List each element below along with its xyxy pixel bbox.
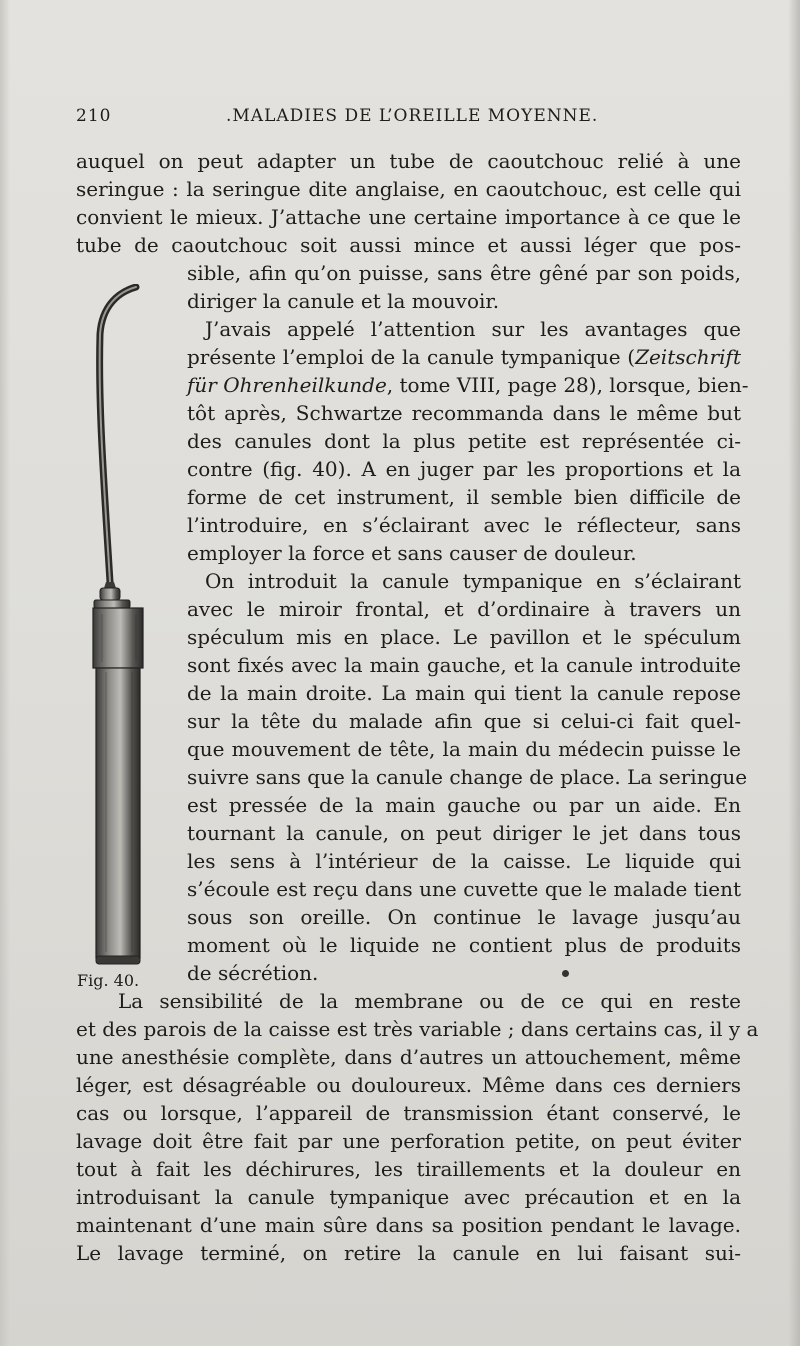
text-line: forme de cet instrument, il semble bien difficile de: [187, 485, 741, 509]
text-line: léger, est désagréable ou douloureux. Même dans ces derniers: [76, 1073, 741, 1097]
text-line-with-citation: [187, 372, 749, 400]
text-line: seringue : la seringue dite anglaise, en caoutchouc, est celle qui: [76, 177, 741, 201]
text-line-with-citation: [187, 344, 741, 372]
text-line: moment où le liquide ne contient plus de produits: [187, 933, 741, 957]
text-line: sous son oreille. On continue le lavage jusqu’au: [187, 905, 741, 929]
text-line: cas ou lorsque, l’appareil de transmission étant conservé, le: [76, 1101, 741, 1125]
text-line: et des parois de la caisse est très variable ; dans certains cas, il y a: [76, 1017, 759, 1041]
text-line: suivre sans que la canule change de place. La seringue: [187, 765, 748, 789]
tympanic-cannula-illustration: [88, 284, 148, 974]
journal-title-continued: für Ohrenheilkunde: [187, 373, 387, 397]
text-line: convient le mieux. J’attache une certaine importance à ce que le: [76, 205, 741, 229]
text-line: tout à fait les déchirures, les tiraillements et la douleur en: [76, 1157, 741, 1181]
text-line: tube de caoutchouc soit aussi mince et aussi léger que pos-: [76, 233, 741, 257]
text-line: tournant la canule, on peut diriger le jet dans tous: [187, 821, 741, 845]
text-span: , tome VIII, page 28), lorsque, bien-: [386, 373, 749, 397]
text-line: l’introduire, en s’éclairant avec le réflecteur, sans: [187, 513, 741, 537]
text-line: Le lavage terminé, on retire la canule en lui faisant sui-: [76, 1241, 741, 1265]
text-line: maintenant d’une main sûre dans sa position pendant le lavage.: [76, 1213, 741, 1237]
text-line: J’avais appelé l’attention sur les avantages que: [205, 317, 741, 341]
text-line: diriger la canule et la mouvoir.: [187, 289, 500, 313]
text-line: lavage doit être fait par une perforation petite, on peut éviter: [76, 1129, 741, 1153]
text-line: tôt après, Schwartze recommanda dans le même but: [187, 401, 741, 425]
text-line: de la main droite. La main qui tient la canule repose: [187, 681, 741, 705]
text-line: contre (fig. 40). A en juger par les proportions et la: [187, 457, 741, 481]
running-head: .MALADIES DE L’OREILLE MOYENNE.: [226, 106, 599, 126]
figure-caption: Fig. 40.: [77, 971, 140, 990]
text-line: auquel on peut adapter un tube de caoutchouc relié à une: [76, 149, 741, 173]
text-line: est pressée de la main gauche ou par un aide. En: [187, 793, 741, 817]
page-number: 210: [76, 106, 112, 126]
text-line: spéculum mis en place. Le pavillon et le spéculum: [187, 625, 741, 649]
text-line: sur la tête du malade afin que si celui-ci fait quel-: [187, 709, 741, 733]
text-line: introduisant la canule tympanique avec précaution et en la: [76, 1185, 741, 1209]
text-line: que mouvement de tête, la main du médecin puisse le: [187, 737, 741, 761]
text-line: sible, afin qu’on puisse, sans être gêné par son poids,: [187, 261, 741, 285]
text-line: employer la force et sans causer de douleur.: [187, 541, 637, 565]
text-span: présente l’emploi de la canule tympanique (: [187, 345, 636, 369]
text-line: La sensibilité de la membrane ou de ce qui en reste: [118, 989, 741, 1013]
text-line: On introduit la canule tympanique en s’éclairant: [205, 569, 741, 593]
text-line: s’écoule est reçu dans une cuvette que le malade tient: [187, 877, 741, 901]
journal-title: Zeitschrift: [635, 345, 741, 369]
text-line: des canules dont la plus petite est représentée ci-: [187, 429, 741, 453]
text-line: les sens à l’intérieur de la caisse. Le liquide qui: [187, 849, 741, 873]
text-line: sont fixés avec la main gauche, et la canule introduite: [187, 653, 741, 677]
ink-dot: [562, 970, 569, 977]
text-line: avec le miroir frontal, et d’ordinaire à travers un: [187, 597, 741, 621]
text-line: de sécrétion.: [187, 961, 319, 985]
text-line: une anesthésie complète, dans d’autres un attouchement, même: [76, 1045, 741, 1069]
